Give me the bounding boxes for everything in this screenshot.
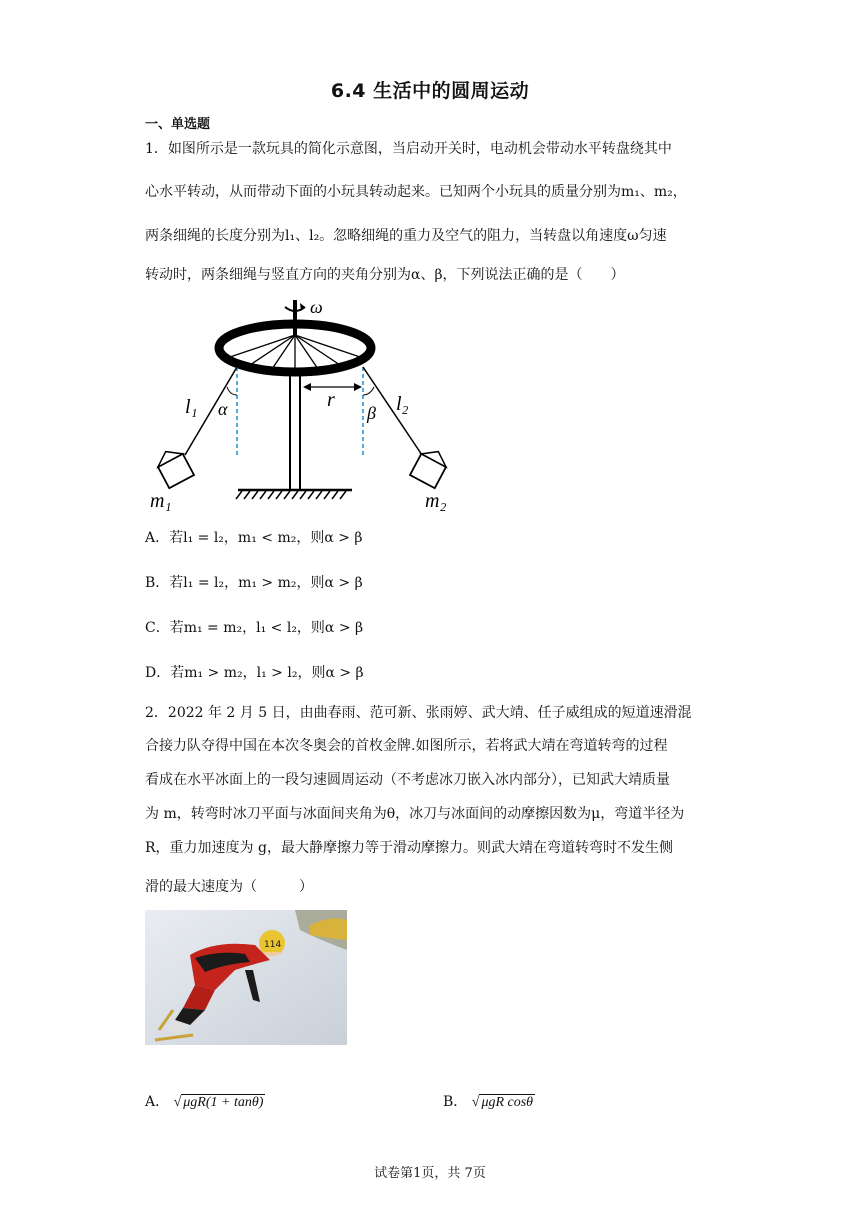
q1-option-b: B．若l₁ = l₂，m₁ > m₂，则α > β [145,575,363,591]
ground-hatch [236,491,346,499]
label-m2: m₂ [425,490,447,512]
page-title: 6.4 生活中的圆周运动 [330,80,530,102]
label-m1: m₁ [150,490,172,512]
label-l2: l₂ [396,393,409,415]
q2-option-a-expr: √ μgR(1 + tanθ) [173,1095,264,1110]
q2-option-a [145,1092,265,1113]
q1-option-d: D．若m₁ > m₂，l₁ > l₂，则α > β [145,665,364,681]
toy-diagram [150,295,460,515]
q2-option-b-radicand: μgR cosθ [481,1095,534,1110]
radius-arrowhead-left-icon [303,383,311,391]
helmet-number: 114 [264,940,282,950]
skater-photo [145,910,347,1045]
label-omega: ω [310,297,323,317]
q1-option-a: A．若l₁ = l₂，m₁ < m₂，则α > β [145,530,363,546]
q2-line-3: 看成在水平冰面上的一段匀速圆周运动（不考虑冰刀嵌入冰内部分），已知武大靖质量 [145,772,670,788]
label-r: r [327,389,335,411]
block-m2 [410,445,451,488]
q2-line-6: 滑的最大速度为（ ） [145,879,313,895]
label-l1: l₁ [185,396,198,418]
q2-option-a-radicand: μgR(1 + tanθ) [183,1095,264,1110]
q2-option-a-label: A． [145,1094,170,1110]
q1-line-1: 1．如图所示是一款玩具的简化示意图，当启动开关时，电动机会带动水平转盘绕其中 [145,141,672,157]
angle-arc-alpha [227,387,237,395]
q2-line-4: 为 m，转弯时冰刀平面与冰面间夹角为θ，冰刀与冰面间的动摩擦因数为μ，弯道半径为 [145,806,685,822]
section-heading: 一、单选题 [145,117,211,132]
q2-option-b-expr: √ μgR cosθ [471,1095,534,1110]
q2-option-b-label: B． [443,1094,468,1110]
label-alpha: α [218,399,228,419]
q1-line-2: 心水平转动，从而带动下面的小玩具转动起来。已知两个小玩具的质量分别为m₁、m₂， [145,184,687,200]
q1-line-4: 转动时，两条细绳与竖直方向的夹角分别为α、β，下列说法正确的是（ ） [145,267,625,283]
q2-option-b [443,1092,535,1113]
label-beta: β [367,403,376,423]
q2-line-2: 合接力队夺得中国在本次冬奥会的首枚金牌.如图所示，若将武大靖在弯道转弯的过程 [145,738,668,754]
q1-line-3: 两条细绳的长度分别为l₁、l₂。忽略细绳的重力及空气的阻力，当转盘以角速度ω匀速 [145,228,667,244]
angle-arc-beta [363,387,374,395]
q2-line-5: R，重力加速度为 g，最大静摩擦力等于滑动摩擦力。则武大靖在弯道转弯时不发生侧 [145,840,673,856]
page-footer: 试卷第1页，共 7页 [374,1166,486,1181]
q2-line-1: 2．2022 年 2 月 5 日，由曲春雨、范可新、张雨婷、武大靖、任子威组成的短道速滑混 [145,705,692,721]
q1-option-c: C．若m₁ = m₂，l₁ < l₂，则α > β [145,620,364,636]
radius-arrowhead-right-icon [354,383,362,391]
